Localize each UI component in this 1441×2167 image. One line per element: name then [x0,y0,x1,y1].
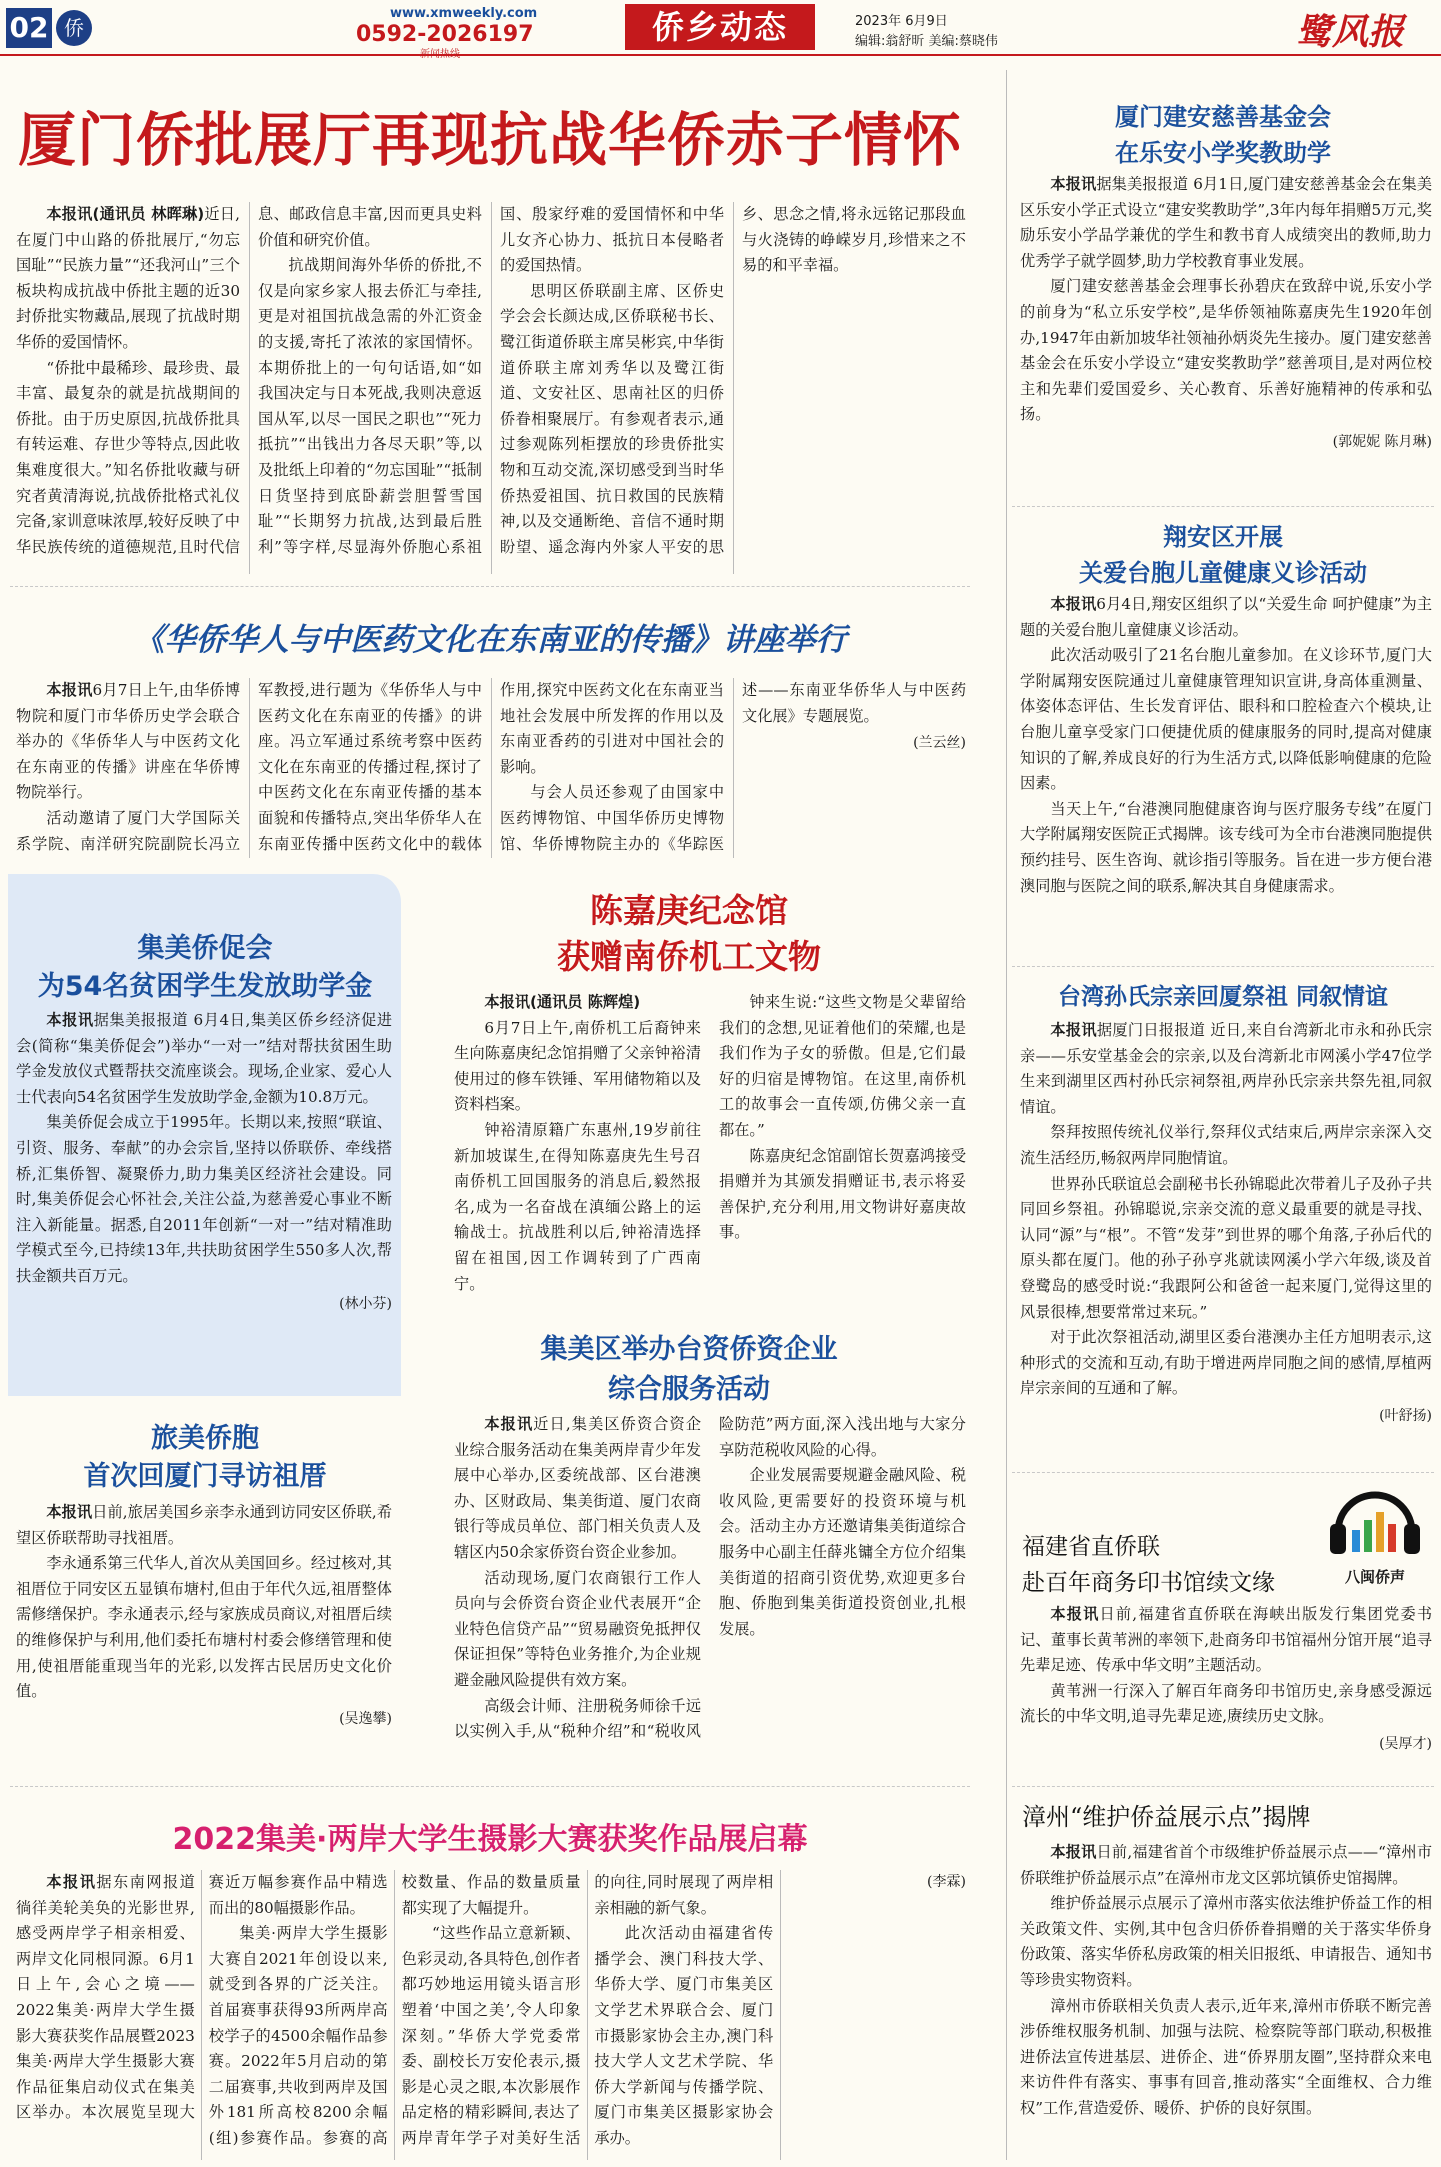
divider [10,1786,970,1787]
article-r4-body: 本报讯日前,福建省直侨联在海峡出版发行集团党委书记、董事长黄苇洲的率领下,赴商务印书馆福州分馆开展“追寻先辈足迹、传承中华文明”主题活动。 黄苇洲一行深入了解百年商务印书馆历史,亲身感受源远流长的中华文明,追寻先辈足迹,赓续历史文脉。 (吴厚才) [1020,1602,1432,1780]
article-a5-body: 本报讯(通讯员 陈辉煌) 6月7日上午,南侨机工后裔钟来生向陈嘉庚纪念馆捐赠了父亲钟裕清使用过的修车铁锤、军用储物箱以及资料档案。 钟裕清原籍广东惠州,19岁前往新加坡谋生,在得知陈嘉庚先生号召南侨机工回国服务的消息后,毅然报名,成为一名奋战在滇缅公路上的运输战士。抗战胜利以后,钟裕清选择留在祖国,因工作调转到了广西南宁。 钟来生说:“这些文物是父辈留给我们的念想,见证着他们的荣耀,也是我们作为子女的骄傲。但是,它们最好的归宿是博物馆。在这里,南侨机工的故事会一直传颂,仿佛父亲一直都在。” 陈嘉庚纪念馆副馆长贺嘉鸿接受捐赠并为其颁发捐赠证书,表示将妥善保护,充分利用,用文物讲好嘉庚故事。 [454,993,966,1293]
website-url[interactable]: www.xmweekly.com [390,6,538,21]
article-a7-body: 本报讯据东南网报道 徜徉美轮美奂的光影世界,感受两岸学子相亲相爱、两岸文化同根同源。6月1日上午,会心之境——2022集美·两岸大学生摄影大赛获奖作品展暨2023集美·两岸大学生摄影大赛作品征集启动仪式在集美区举办。本次展览呈现大赛近万幅参赛作品中精选而出的80幅摄影作品。 集美·两岸大学生摄影大赛自2021年创设以来,就受到各界的广泛关注。首届赛事获得93所两岸高校学子的4500余幅作品参赛。2022年5月启动的第二届赛事,共收到两岸及国外181所高校8200余幅(组)参赛作品。参赛的高校数量、作品的数量质量都实现了大幅提升。 “这些作品立意新颖、色彩灵动,各具特色,创作者都巧妙地运用镜头语言形塑着‘中国之美’,令人印象深刻。”华侨大学党委常委、副校长万安伦表示,摄影是心灵之眼,本次影展作品定格的精彩瞬间,表达了两岸青年学子对美好生活的向往,同时展现了两岸相亲相融的新气象。 此次活动由福建省传播学会、澳门科技大学、华侨大学、厦门市集美区文学艺术界联合会、厦门市摄影家协会主办,澳门科技大学人文艺术学院、华侨大学新闻与传播学院、厦门市集美区摄影家协会承办。 (李霖) [16,1870,966,2160]
headline-a4-line2: 首次回厦门寻访祖厝 [83,1461,327,1492]
byline: (兰云丝) [913,735,966,752]
article-r1-body: 本报讯据集美报报道 6月1日,厦门建安慈善基金会在集美区乐安小学正式设立“建安奖教助学”,3年内每年捐赠5万元,奖励乐安小学品学兼优的学生和教书育人成绩突出的教师,助力优秀学子就学圆梦,助力学校教育事业发展。 厦门建安慈善基金会理事长孙碧庆在致辞中说,乐安小学的前身为“私立乐安学校”,是华侨领袖陈嘉庚先生1920年创办,1947年由新加坡华社领袖孙炳炎先生接办。厦门建安慈善基金会在乐安小学设立“建安奖教助学”慈善项目,是对两位校主和先辈们爱国爱乡、关心教育、乐善好施精神的传承和弘扬。 (郭妮妮 陈月琳) [1020,172,1432,494]
hotline-number: 0592-2026197 [356,22,534,47]
page-number: 02 [6,8,52,48]
divider [1012,506,1434,507]
byline: (叶舒扬) [1379,1407,1432,1424]
baminqiaosheng-badge [1320,1472,1430,1586]
article-a6-body: 本报讯近日,集美区侨资合资企业综合服务活动在集美两岸青少年发展中心举办,区委统战部、区台港澳办、区财政局、集美街道、厦门农商银行等成员单位、部门相关负责人及辖区内50余家侨资台资企业参加。 活动现场,厦门农商银行工作人员向与会侨资台资企业代表展开“企业特色信贷产品”“贸易融资免抵押仅保证担保”等特色业务推介,为企业规避金融风险提供有效方案。 高级会计师、注册税务师徐千远以实例入手,从“税种介绍”和“税收风险防范”两方面,深入浅出地与大家分享防范税收风险的心得。 企业发展需要规避金融风险、税收风险,更需要好的投资环境与机会。活动主办方还邀请集美街道综合服务中心副主任薛兆镛全方位介绍集美街道的招商引资优势,欢迎更多台胞、侨胞到集美街道投资创业,扎根发展。 [454,1415,966,1741]
headline-a5-line1: 陈嘉庚纪念馆 [590,891,788,930]
byline: (李霖) [927,1874,966,1890]
article-a4-body: 本报讯日前,旅居美国乡亲李永通到访同安区侨联,希望区侨联帮助寻找祖厝。 李永通系第三代华人,首次从美国回乡。经过核对,其祖厝位于同安区五显镇布塘村,但由于年代久远,祖厝整体需修缮保护。李永通表示,经与家族成员商议,对祖厝后续的维修保护与利用,他们委托布塘村村委会修缮管理和使用,使祖厝能重现当年的光彩,以发挥古民居历史文化价值。 (吴逸攀) [16,1500,392,1762]
page-badge: 侨 [56,10,92,46]
headline-r2-line1: 翔安区开展 [1163,523,1283,551]
article-a3-body: 本报讯据集美报报道 6月4日,集美区侨乡经济促进会(简称“集美侨促会”)举办“一对一”结对帮扶贫困生助学金发放仪式暨帮扶交流座谈会。现场,企业家、爱心人士代表向54名贫困学生发放助学金,金额为10.8万元。 集美侨促会成立于1995年。长期以来,按照“联谊、引资、服务、奉献”的办会宗旨,坚持以侨联侨、牵线搭桥,汇集侨智、凝聚侨力,助力集美区经济社会建设。同时,集美侨促会心怀社会,关注公益,为慈善爱心事业不断注入新能量。据悉,自2011年创新“一对一”结对精准助学模式至今,已持续13年,共扶助贫困学生550多人次,帮扶金额共百万元。 (林小芬) [16,1008,392,1390]
article-r3-body: 本报讯据厦门日报报道 近日,来自台湾新北市永和孙氏宗亲——乐安堂基金会的宗亲,以及台湾新北市网溪小学47位学生来到湖里区西村孙氏宗祠祭祖,两岸孙氏宗亲共祭先祖,同叙情谊。 祭拜按照传统礼仪举行,祭拜仪式结束后,两岸宗亲深入交流生活经历,畅叙两岸同胞情谊。 世界孙氏联谊总会副秘书长孙锦聪此次带着儿子及孙子共同回乡祭祖。孙锦聪说,宗亲交流的意义最重要的就是寻找、认同“源”与“根”。不管“发芽”到世界的哪个角落,子孙后代的原头都在厦门。他的孙子孙亨兆就读网溪小学六年级,谈及首登鹭岛的感受时说:“我跟阿公和爸爸一起来厦门,觉得这里的风景很棒,想要常常过来玩。” 对于此次祭祖活动,湖里区委台港澳办主任方旭明表示,这种形式的交流和互动,有助于增进两岸同胞之间的感情,厚植两岸宗亲间的互通和了解。 (叶舒扬) [1020,1018,1432,1460]
headline-a7: 2022集美·两岸大学生摄影大赛获奖作品展启幕 [172,1822,808,1857]
masthead [0,0,1441,60]
article-lead: 本报讯(通讯员 林晖琳) [46,205,205,223]
headline-r4-line2: 赴百年商务印书馆续文缘 [1022,1570,1275,1596]
section-title: 侨乡动态 [625,4,815,50]
byline: (郭妮妮 陈月琳) [1332,433,1432,450]
divider [10,586,970,587]
headline-a5-line2: 获赠南侨机工文物 [557,937,821,976]
headline-a6-line1: 集美区举办台资侨资企业 [540,1334,838,1365]
headline-r3: 台湾孙氏宗亲回厦祭祖 同叙情谊 [1057,984,1388,1010]
badge-label: 八闽侨声 [1344,1568,1405,1586]
issue-date: 2023年 6月9日 [855,14,948,29]
paper-name-logo: 鹭风报 [1295,11,1404,53]
headline-r2-line2: 关爱台胞儿童健康义诊活动 [1079,559,1367,587]
right-column-rule [1006,70,1007,2160]
article-r5-body: 本报讯日前,福建省首个市级维护侨益展示点——“漳州市侨联维护侨益展示点”在漳州市龙文区郭坑镇侨史馆揭牌。 维护侨益展示点展示了漳州市落实依法维护侨益工作的相关政策文件、实例,其中包含归侨侨眷捐赠的关于落实华侨身份政策、落实华侨私房政策的相关旧报纸、申请报告、通知书等珍贵实物资料。 漳州市侨联相关负责人表示,近年来,漳州市侨联不断完善涉侨维权服务机制、加强与法院、检察院等部门联动,积极推进侨法宣传进基层、进侨企、进“侨界朋友圈”,坚持群众来电来访件件有落实、事事有回音,推动落实“全面维权、合力维权”工作,营造爱侨、暖侨、护侨的良好氛围。 [1020,1843,1432,2117]
article-a1-body: 本报讯(通讯员 林晖琳)近日,在厦门中山路的侨批展厅,“勿忘国耻”“民族力量”“还我河山”三个板块构成抗战中侨批主题的近30封侨批实物藏品,展现了抗战时期华侨的爱国情怀。 “侨批中最稀珍、最珍贵、最丰富、最复杂的就是抗战期间的侨批。由于历史原因,抗战侨批具有转运难、存世少等特点,因此收集难度很大。”知名侨批收藏与研究者黄清海说,抗战侨批格式礼仪完备,家训意味浓厚,较好反映了中华民族传统的道德规范,且时代信息、邮政信息丰富,因而更具史料价值和研究价值。 抗战期间海外华侨的侨批,不仅是向家乡家人报去侨汇与牵挂,更是对祖国抗战急需的外汇资金的支援,寄托了浓浓的家国情怀。本期侨批上的一句句话语,如“如我国决定与日本死战,我则决意返国从军,以尽一国民之职也”“死力抵抗”“出钱出力各尽天职”等,以及批纸上印着的“勿忘国耻”“抵制日货坚持到底卧薪尝胆誓雪国耻”“长期努力抗战,达到最后胜利”等字样,尽显海外侨胞心系祖国、殷家纾难的爱国情怀和中华儿女齐心协力、抵抗日本侵略者的爱国热情。 思明区侨联副主席、区侨史学会会长颜达成,区侨联秘书长、鹭江街道侨联主席吴彬宾,中华街道侨联主席刘秀华以及鹭江街道、文安社区、思南社区的归侨侨眷相聚展厅。有参观者表示,通过参观陈列柜摆放的珍贵侨批实物和互动交流,深切感受到当时华侨热爱祖国、抗日救国的民族精神,以及交通断绝、音信不通时期盼望、遥念海内外家人平安的思乡、思念之情,将永远铭记那段血与火浇铸的峥嵘岁月,珍惜来之不易的和平幸福。 [16,205,966,556]
headline-a2: 《华侨华人与中医药文化在东南亚的传播》讲座举行 [133,622,847,658]
byline: (吴逸攀) [339,1710,392,1727]
headline-a6-line2: 综合服务活动 [608,1374,770,1405]
editors-line: 编辑:翁舒昕 美编:蔡晓伟 [855,34,998,49]
byline: (吴厚才) [1379,1735,1432,1752]
headline-r4-line1: 福建省直侨联 [1022,1534,1160,1560]
headline-a1: 厦门侨批展厅再现抗战华侨赤子情怀 [17,106,962,174]
divider [1012,1786,1434,1787]
headline-a4-line1: 旅美侨胞 [151,1423,259,1454]
divider [1012,966,1434,967]
byline: (林小芬) [339,1295,392,1312]
headline-a3-line2: 为54名贫困学生发放助学金 [37,971,373,1002]
headphones-icon [1320,1472,1430,1558]
article-r2-body: 本报讯6月4日,翔安区组织了以“关爱生命 呵护健康”为主题的关爱台胞儿童健康义诊活动。 此次活动吸引了21名台胞儿童参加。在义诊环节,厦门大学附属翔安医院通过儿童健康管理知识宣讲,身高体重测量、体姿体态评估、生长发育评估、眼科和口腔检查六个模块,让台胞儿童享受家门口便捷优质的健康服务的同时,提高对健康知识的了解,养成良好的行为生活方式,以降低影响健康的危险因素。 当天上午,“台港澳同胞健康咨询与医疗服务专线”在厦门大学附属翔安医院正式揭牌。该专线可为全市台港澳同胞提供预约挂号、医生咨询、就诊指引等服务。旨在进一步方便台港澳同胞与医院之间的联系,解决其自身健康需求。 [1020,595,1432,895]
headline-a3-line1: 集美侨促会 [137,933,273,964]
headline-r1-line1: 厦门建安慈善基金会 [1115,103,1331,131]
hotline-label: 新闻热线 [420,49,460,60]
headline-r1-line2: 在乐安小学奖教助学 [1115,139,1331,167]
headline-r5: 漳州“维护侨益展示点”揭牌 [1022,1803,1311,1831]
article-a2-body: 本报讯6月7日上午,由华侨博物院和厦门市华侨历史学会联合举办的《华侨华人与中医药文化在东南亚的传播》讲座在华侨博物院举行。 活动邀请了厦门大学国际关系学院、南洋研究院副院长冯立军教授,进行题为《华侨华人与中医药文化在东南亚的传播》的讲座。冯立军通过系统考察中医药文化在东南亚的传播过程,探讨了中医药文化在东南亚传播的基本面貌和传播特点,突出华侨华人在东南亚传播中医药文化中的载体作用,探究中医药文化在东南亚当地社会发展中所发挥的作用以及东南亚香药的引进对中国社会的影响。 与会人员还参观了由国家中医药博物馆、中国华侨历史博物馆、华侨博物院主办的《华踪医述——东南亚华侨华人与中医药文化展》专题展览。 (兰云丝) [16,681,966,853]
